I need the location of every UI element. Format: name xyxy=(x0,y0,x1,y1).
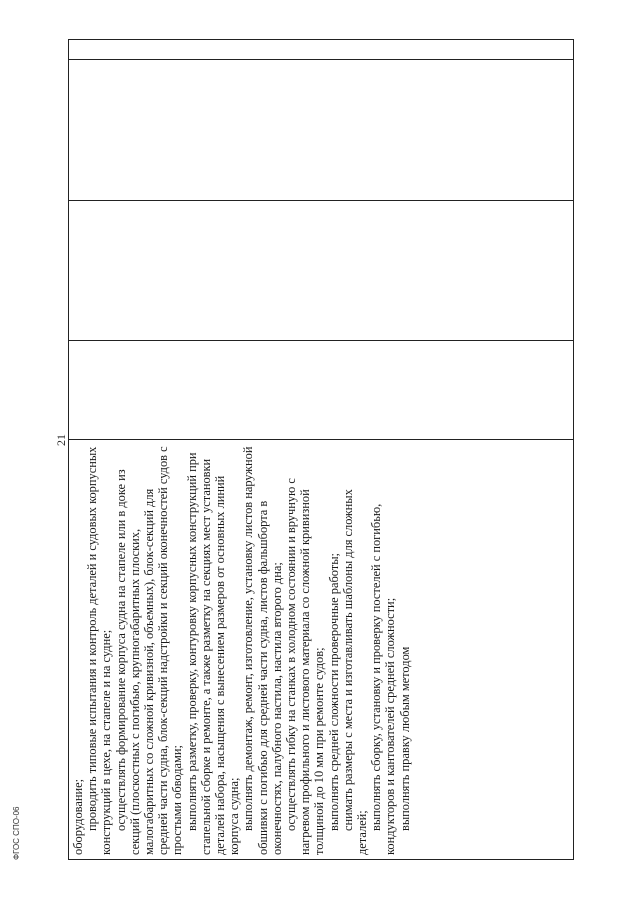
skill-item: оборудование; xyxy=(71,778,85,855)
spec-table xyxy=(68,39,574,860)
page-number: 21 xyxy=(54,434,68,446)
skills-cell xyxy=(69,440,574,860)
skills-list xyxy=(69,440,412,859)
empty-cell xyxy=(69,201,574,341)
skill-item: выполнять разметку, проверку, контуровку корпусных конструкций при стапельной сборке и ремонте, а также разметку на секциях мест установки деталей набора, насыщения с вынесением размеров от основных линий корпуса судна; xyxy=(184,452,242,855)
skill-item: проводить типовые испытания и контроль деталей и судовых корпусных конструкций в цехе, на стапеле и на судне; xyxy=(85,446,114,855)
footer-code: ФГОС СПО-06 xyxy=(12,806,21,860)
table-row xyxy=(69,40,574,860)
skill-item: выполнять сборку, установку и проверку постелей с погибью, кондукторов и кантователей средней сложности; xyxy=(369,503,398,855)
empty-cell xyxy=(69,60,574,201)
skill-item: снимать размеры с места и изготавливать шаблоны для сложных деталей; xyxy=(340,489,370,855)
skill-item: осуществлять гибку на станках в холодном состоянии и вручную с нагревом профильного и листового материала со сложной кривизной толщиной до 10 мм при ремонте судов; xyxy=(284,478,327,855)
skill-item: выполнять демонтаж, ремонт, изготовление, установку листов наружной обшивки с погибью для средней части судна, листов фальшборта в оконечностях, палубного настила, настила второго дна; xyxy=(241,446,284,855)
skill-item: выполнять средней сложности проверочные работы; xyxy=(326,553,341,831)
skill-item: выполнять правку любым методом xyxy=(397,646,412,831)
empty-cell xyxy=(69,40,574,60)
skill-item: осуществлять формирование корпуса судна на стапеле или в доке из секций (плоскостных с погибью, крупногабаритных плоских, малогабаритных со сложной кривизной, объемных), блок-секций для средней части судна, блок-секций надстройки и секций оконечностей судов с простыми обводами; xyxy=(113,446,185,855)
empty-cell xyxy=(69,341,574,440)
rotated-table-sheet xyxy=(68,40,573,860)
